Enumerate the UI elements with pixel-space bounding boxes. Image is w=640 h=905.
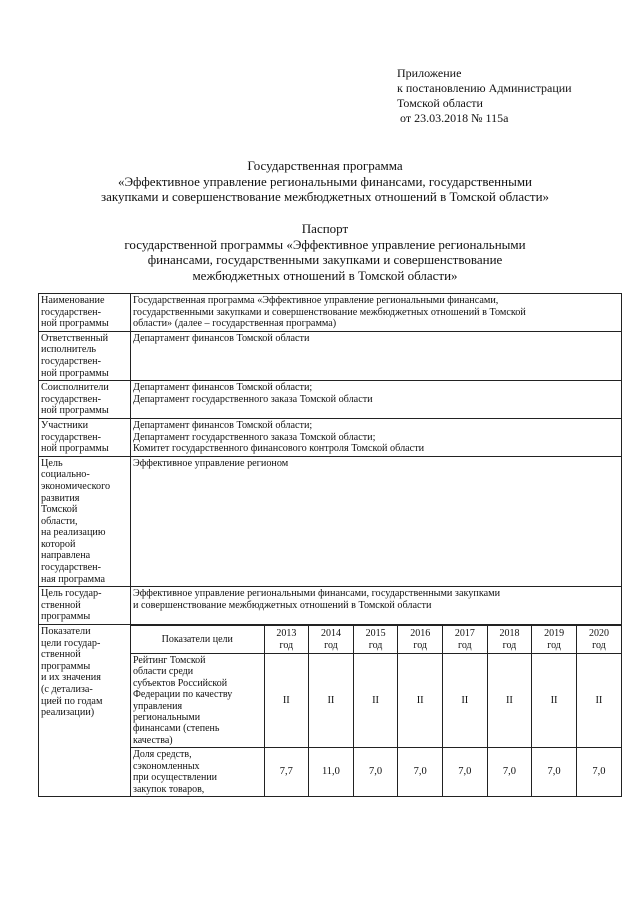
indicator-name-line: Рейтинг Томской bbox=[133, 655, 206, 667]
indicators-label-line: и их значения bbox=[41, 672, 101, 684]
year-header bbox=[398, 626, 443, 654]
passport-row bbox=[39, 331, 622, 380]
row-label bbox=[39, 331, 131, 380]
indicators-header: Показатели цели bbox=[131, 626, 264, 654]
year-header bbox=[309, 626, 354, 654]
passport-title-line: межбюджетных отношений в Томской области» bbox=[192, 267, 458, 283]
indicator-value: 7,0 bbox=[532, 748, 577, 796]
indicator-name-line: субъектов Российской bbox=[133, 677, 228, 689]
year-suffix: год bbox=[547, 639, 561, 651]
row-label-line: ной программы bbox=[41, 405, 109, 417]
row-label-line: Цель государ- bbox=[41, 588, 102, 600]
row-content-line: Департамент финансов Томской области bbox=[133, 332, 310, 344]
row-label-line: государствен- bbox=[41, 431, 101, 443]
row-label-line: Томской bbox=[41, 504, 78, 516]
passport-row bbox=[39, 456, 622, 587]
row-label-line: области, bbox=[41, 515, 78, 527]
indicator-name-line: региональными bbox=[133, 712, 201, 724]
row-label-line: которой bbox=[41, 538, 76, 550]
row-label-line: экономического bbox=[41, 480, 111, 492]
row-label-line: ной программы bbox=[41, 318, 109, 330]
row-label-line: направлена bbox=[41, 550, 91, 562]
row-content-line: Департамент государственного заказа Томской области bbox=[133, 393, 373, 405]
indicator-name-line: области среди bbox=[133, 666, 194, 678]
row-label bbox=[39, 294, 131, 332]
indicator-value: II bbox=[398, 654, 443, 748]
indicator-name-line: закупок товаров, bbox=[133, 783, 205, 795]
indicator-name bbox=[131, 748, 264, 796]
row-label-line: Цель bbox=[41, 457, 63, 469]
row-content-line: Департамент финансов Томской области; bbox=[133, 419, 313, 431]
passport-title-line: государственной программы «Эффективное управление региональными bbox=[124, 236, 526, 252]
row-label-line: государствен- bbox=[41, 562, 101, 574]
year-suffix: год bbox=[502, 639, 517, 651]
row-label-line: программы bbox=[41, 611, 91, 623]
year-suffix: год bbox=[457, 639, 472, 651]
row-label-line: ственной bbox=[41, 599, 81, 611]
passport-title bbox=[40, 221, 610, 283]
indicator-value: II bbox=[264, 654, 309, 748]
row-label-line: исполнитель bbox=[41, 344, 97, 356]
passport-row bbox=[39, 418, 622, 456]
row-content bbox=[131, 587, 622, 625]
row-label-line: государствен- bbox=[41, 355, 101, 367]
indicators-cell bbox=[131, 625, 622, 797]
passport-title-line: финансами, государственными закупками и совершенствование bbox=[147, 252, 503, 267]
year-header bbox=[532, 626, 577, 654]
indicators-label-line: Показатели bbox=[41, 626, 91, 638]
row-label-line: государствен- bbox=[41, 306, 101, 318]
indicator-name-line: Доля средств, bbox=[133, 749, 192, 761]
row-label-line: ной программы bbox=[41, 443, 109, 455]
indicators-label-line: (с детализа- bbox=[41, 684, 93, 695]
passport-title-line: Паспорт bbox=[301, 221, 349, 236]
row-label-line: на реализацию bbox=[41, 527, 106, 539]
row-label-line: Наименование bbox=[41, 295, 105, 306]
row-content bbox=[131, 381, 622, 419]
year-number: 2019 bbox=[544, 628, 565, 640]
passport-row bbox=[39, 587, 622, 625]
year-suffix: год bbox=[413, 639, 428, 651]
indicator-value: 11,0 bbox=[309, 748, 354, 796]
indicator-row bbox=[131, 654, 621, 748]
row-label-line: Ответственный bbox=[41, 332, 109, 344]
row-content bbox=[131, 294, 622, 332]
indicator-value: 7,0 bbox=[398, 748, 443, 796]
passport-table bbox=[38, 293, 622, 797]
year-number: 2013 bbox=[276, 628, 297, 640]
year-suffix: год bbox=[368, 639, 383, 651]
row-content-line: Комитет государственного финансового контроля Томской области bbox=[133, 443, 425, 455]
row-content bbox=[131, 456, 622, 587]
row-content-line: Департамент государственного заказа Томской области; bbox=[133, 431, 376, 443]
year-header bbox=[264, 626, 309, 654]
row-content-line: и совершенствование межбюджетных отношений в Томской области bbox=[133, 599, 432, 611]
year-header bbox=[443, 626, 488, 654]
row-label-line: Соисполнители bbox=[41, 382, 109, 394]
row-content-line: Государственная программа «Эффективное управление региональными финансами, bbox=[133, 295, 499, 306]
indicator-value: II bbox=[532, 654, 577, 748]
indicators-label bbox=[39, 625, 131, 797]
program-title-line: закупками и совершенствование межбюджетных отношений в Томской области» bbox=[100, 189, 550, 204]
indicators-label-line: ственной bbox=[41, 649, 81, 661]
indicator-value: 7,0 bbox=[487, 748, 532, 796]
year-number: 2020 bbox=[588, 628, 609, 640]
row-content-line: Департамент финансов Томской области; bbox=[133, 382, 313, 394]
year-suffix: год bbox=[324, 639, 338, 651]
indicators-label-line: реализации) bbox=[41, 707, 95, 719]
row-label-line: развития bbox=[41, 492, 80, 504]
appendix-note bbox=[397, 66, 572, 126]
appendix-line: от 23.03.2018 № 115а bbox=[397, 111, 509, 125]
program-title-line: Государственная программа bbox=[247, 158, 403, 173]
year-header bbox=[487, 626, 532, 654]
indicator-name-line: Федерации по качеству bbox=[133, 689, 233, 701]
row-content bbox=[131, 331, 622, 380]
indicator-value: II bbox=[353, 654, 398, 748]
indicator-value: 7,0 bbox=[576, 748, 621, 796]
indicator-value: 7,0 bbox=[443, 748, 488, 796]
year-number: 2016 bbox=[410, 628, 431, 640]
row-label-line: государствен- bbox=[41, 393, 101, 405]
year-suffix: год bbox=[279, 639, 294, 651]
year-number: 2015 bbox=[365, 628, 386, 640]
indicator-name-line: финансами (степень bbox=[133, 723, 220, 735]
indicator-value: II bbox=[576, 654, 621, 748]
year-suffix: год bbox=[592, 639, 606, 651]
passport-row bbox=[39, 381, 622, 419]
indicator-row bbox=[131, 748, 621, 796]
appendix-line: Томской области bbox=[397, 96, 483, 110]
year-number: 2014 bbox=[320, 628, 341, 640]
indicator-value: 7,0 bbox=[353, 748, 398, 796]
indicators-label-line: цели государ- bbox=[41, 637, 101, 649]
row-label-line: социально- bbox=[41, 469, 90, 481]
indicator-name-line: управления bbox=[133, 700, 183, 712]
row-content-line: государственными закупками и совершенствование межбюджетных отношений в Томской bbox=[133, 306, 526, 318]
indicators-row bbox=[39, 625, 622, 797]
appendix-line: Приложение bbox=[397, 66, 462, 80]
row-content-line: Эффективное управление региональными финансами, государственными закупками bbox=[133, 588, 501, 600]
year-header bbox=[353, 626, 398, 654]
indicators-table bbox=[131, 625, 621, 796]
row-content bbox=[131, 418, 622, 456]
indicator-value: II bbox=[309, 654, 354, 748]
indicators-header-row bbox=[131, 626, 621, 654]
indicator-name-line: при осуществлении bbox=[133, 772, 218, 784]
row-content-line: области» (далее – государственная программа) bbox=[133, 318, 337, 330]
indicator-value: II bbox=[443, 654, 488, 748]
indicators-label-line: программы bbox=[41, 660, 91, 672]
program-title-line: «Эффективное управление региональными финансами, государственными bbox=[117, 173, 533, 189]
row-label bbox=[39, 456, 131, 587]
program-title bbox=[40, 158, 610, 205]
year-number: 2018 bbox=[499, 628, 520, 640]
indicator-name bbox=[131, 654, 264, 748]
row-label bbox=[39, 418, 131, 456]
indicators-label-line: цией по годам bbox=[41, 695, 103, 707]
year-number: 2017 bbox=[454, 628, 475, 640]
row-label bbox=[39, 587, 131, 625]
indicator-value: 7,7 bbox=[264, 748, 309, 796]
year-header bbox=[576, 626, 621, 654]
indicator-name-line: качества) bbox=[133, 734, 173, 746]
indicator-value: II bbox=[487, 654, 532, 748]
appendix-line: к постановлению Администрации bbox=[397, 81, 572, 95]
row-label-line: Участники bbox=[41, 419, 89, 431]
row-label-line: ной программы bbox=[41, 367, 109, 379]
passport-row bbox=[39, 294, 622, 332]
row-label-line: ная программа bbox=[41, 573, 105, 585]
row-label bbox=[39, 381, 131, 419]
indicator-name-line: сэкономленных bbox=[133, 760, 200, 772]
row-content-line: Эффективное управление регионом bbox=[133, 457, 289, 469]
